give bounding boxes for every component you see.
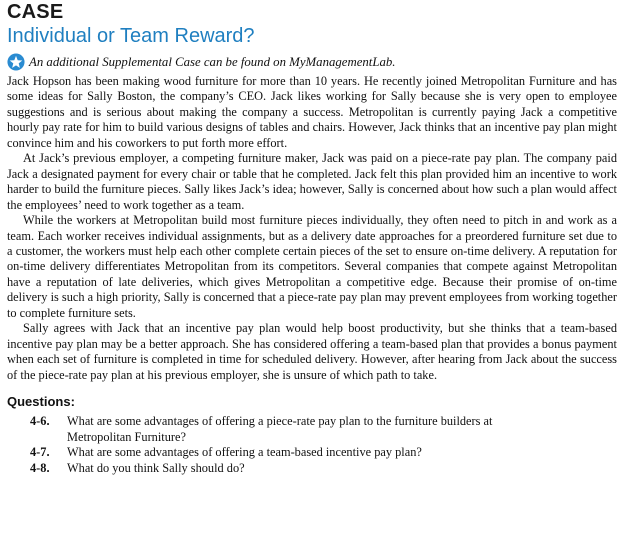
- paragraph: Sally agrees with Jack that an incentive pay plan would help boost productivity, but she thinks that a team-based incentive pay plan may be a better approach. She has considered offering a team-based plan that provides a bonus payment when each set of furniture is completed in time for scheduled delivery. However, after hearing from Jack about the success of the piece-rate pay plan at his previous employer, she is unsure of which path to take.: [7, 321, 617, 382]
- supplemental-text: An additional Supplemental Case can be found on MyManagementLab.: [29, 54, 396, 69]
- question-number: 4-6.: [30, 414, 50, 429]
- question-item: [30, 445, 550, 461]
- paragraph: Jack Hopson has been making wood furniture for more than 10 years. He recently joined Metropolitan Furniture and has some ideas for Sally Boston, the company’s CEO. Jack likes working for Sally because she is very open to employee suggestions and is serious about making the company a success. Metropolitan is currently paying Jack a competitive hourly pay rate for him to build various designs of tables and chairs. However, Jack thinks that an incentive pay plan might convince him and his coworkers to put forth more effort.: [7, 74, 617, 150]
- question-item: [30, 414, 550, 445]
- questions-list: [7, 414, 550, 476]
- question-text: What do you think Sally should do?: [67, 460, 245, 475]
- star-badge-icon: [7, 53, 25, 71]
- case-page: [7, 0, 617, 476]
- questions-heading: Questions:: [7, 394, 75, 410]
- question-item: [30, 461, 550, 477]
- question-text: What are some advantages of offering a team-based incentive pay plan?: [67, 445, 422, 460]
- case-title: Individual or Team Reward?: [7, 25, 255, 47]
- case-label: CASE: [7, 1, 64, 23]
- case-body: [7, 74, 617, 383]
- question-number: 4-7.: [30, 445, 50, 460]
- paragraph: While the workers at Metropolitan build most furniture pieces individually, they often need to pitch in and work as a team. Each worker receives individual assignments, but as a delivery date approaches for a preordered furniture set due to a customer, the workers must help each other complete certain pieces of the set to ensure on-time delivery. A reputation for on-time delivery differentiates Metropolitan from its competitors. Several companies that compete against Metropolitan have a reputation of late deliveries, which gives Metropolitan a competitive edge. Because their promise of on-time delivery is such a high priority, Sally is concerned that a piece-rate pay plan may prevent employees from working together to complete furniture sets.: [7, 213, 617, 320]
- paragraph: At Jack’s previous employer, a competing furniture maker, Jack was paid on a piece-rate pay plan. The company paid Jack a designated payment for every chair or table that he completed. Jack felt this plan provided him an incentive to work harder to build the furniture pieces. Sally likes Jack’s idea; however, Sally is concerned about how such a plan would affect the employees’ need to work together as a team.: [7, 151, 617, 212]
- question-number: 4-8.: [30, 460, 50, 475]
- supplemental-note: [7, 52, 617, 72]
- question-text: What are some advantages of offering a piece-rate pay plan to the furniture builders at Metropolitan Furniture?: [67, 414, 493, 444]
